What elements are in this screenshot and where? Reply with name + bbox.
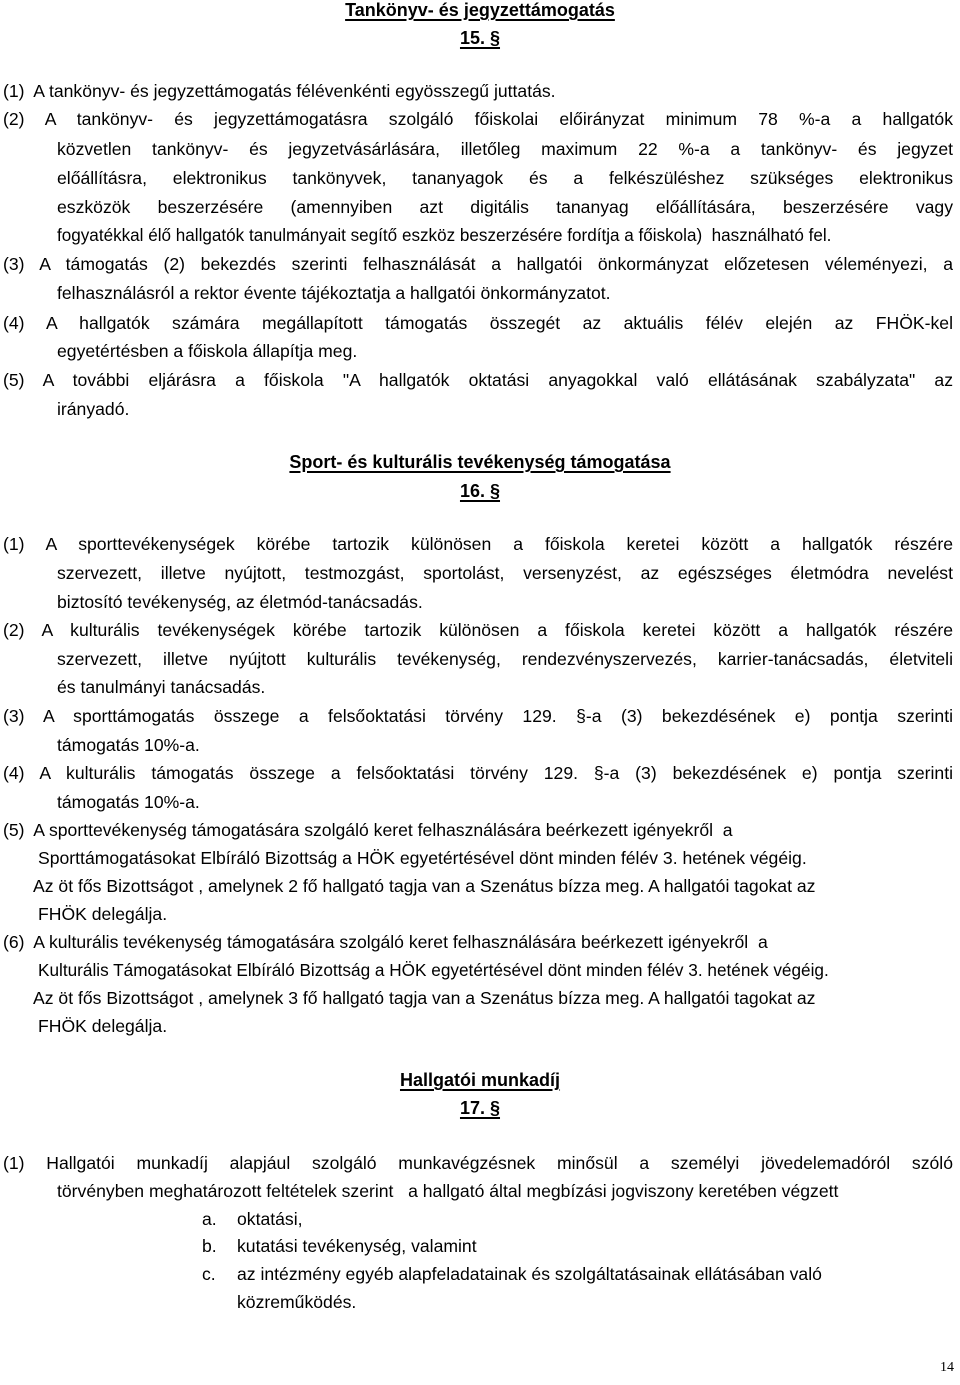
s16-p5-line-2: Sporttámogatásokat Elbíráló Bizottság a HÖK egyetértésével dönt minden félév 3. hetének végéig. — [38, 848, 807, 868]
section-15-number: 15. § — [459, 28, 501, 48]
list-item-marker: b. — [202, 1236, 217, 1256]
s16-p3-line-1: (3) A sporttámogatás összege a felsőoktatási törvény 129. §-a (3) bekezdésének e) pontja szerinti — [3, 706, 953, 726]
s16-p1-line-2: szervezett, illetve nyújtott, testmozgást, sportolást, versenyzést, az egészséges életmódra nevelést — [57, 563, 953, 583]
s16-p4-line-1: (4) A kulturális támogatás összege a felsőoktatási törvény 129. §-a (3) bekezdésének e) pontja szerinti — [3, 763, 953, 783]
list-item-text: kutatási tevékenység, valamint — [237, 1236, 477, 1256]
s16-p2-line-2: szervezett, illetve nyújtott kulturális tevékenység, rendezvényszervezés, karrier-tanácsadás, életviteli — [57, 649, 953, 669]
section-17-number: 17. § — [459, 1098, 501, 1118]
list-item-text: az intézmény egyéb alapfeladatainak és szolgáltatásainak ellátásában való — [237, 1264, 822, 1284]
s16-p5-line-1: (5) A sporttevékenység támogatására szolgáló keret felhasználására beérkezett igényekről a — [3, 820, 733, 840]
s16-p6-line-2: Kulturális Támogatásokat Elbíráló Bizottság a HÖK egyetértésével dönt minden félév 3. hetének végéig. — [38, 960, 829, 980]
s17-p1-line-2: törvényben meghatározott feltételek szerint a hallgató által megbízási jogviszony keretében végzett — [57, 1181, 839, 1201]
section-17-title: Hallgatói munkadíj — [399, 1070, 561, 1090]
s15-p2-line-1: (2) A tankönyv- és jegyzettámogatásra szolgáló főiskolai előirányzat minimum 78 %-a a hallgatók — [3, 109, 953, 129]
s16-p6-line-1: (6) A kulturális tevékenység támogatására szolgáló keret felhasználására beérkezett igényekről a — [3, 932, 768, 952]
s15-paragraph-1: (1) A tankönyv- és jegyzettámogatás félévenkénti egyösszegű juttatás. — [3, 81, 556, 101]
section-15-title: Tankönyv- és jegyzettámogatás — [345, 0, 615, 20]
s16-p2-line-1: (2) A kulturális tevékenységek körébe tartozik különösen a főiskola keretei között a hallgatók részére — [3, 620, 953, 640]
s16-p6-line-4: FHÖK delegálja. — [38, 1016, 168, 1036]
s15-p3-line-2: felhasználásról a rektor évente tájékoztatja a hallgatói önkormányzatot. — [57, 283, 611, 303]
s16-p2-line-3: és tanulmányi tanácsadás. — [57, 677, 266, 697]
list-item-text: oktatási, — [237, 1209, 303, 1229]
section-16-title: Sport- és kulturális tevékenység támogatása — [289, 452, 671, 472]
list-item-continuation: közreműködés. — [237, 1292, 357, 1312]
list-item-marker: c. — [202, 1264, 216, 1284]
s16-p3-line-2: támogatás 10%-a. — [57, 735, 200, 755]
s15-p2-line-2: közvetlen tankönyv- és jegyzetvásárlására, illetőleg maximum 22 %-a a tankönyv- és jegyzet — [57, 139, 953, 159]
s15-p3-line-1: (3) A támogatás (2) bekezdés szerinti felhasználását a hallgatói önkormányzat előzetesen véleményezi, a — [3, 254, 953, 274]
s16-p4-line-2: támogatás 10%-a. — [57, 792, 200, 812]
s15-p5-line-2: irányadó. — [57, 399, 130, 419]
s16-p6-line-3: Az öt fős Bizottságot , amelynek 3 fő hallgató tagja van a Szenátus bízza meg. A hallgatói tagokat az — [33, 988, 816, 1008]
s16-p1-line-3: biztosító tevékenység, az életmód-tanácsadás. — [57, 592, 423, 612]
s16-p1-line-1: (1) A sporttevékenységek körébe tartozik különösen a főiskola keretei között a hallgatók részére — [3, 534, 953, 554]
s15-p2-line-3: előállításra, elektronikus tankönyvek, tananyagok és a felkészüléshez szükséges elektronikus — [57, 168, 953, 188]
s15-p2-line-4: eszközök beszerzésére (amennyiben azt digitális tananyag előállítására, beszerzésére vagy — [57, 197, 953, 217]
s15-p4-line-1: (4) A hallgatók számára megállapított támogatás összegét az aktuális félév elején az FHÖK-kel — [3, 313, 953, 333]
s16-p5-line-4: FHÖK delegálja. — [38, 904, 168, 924]
page-number: 14 — [940, 1360, 954, 1375]
s17-p1-line-1: (1) Hallgatói munkadíj alapjául szolgáló munkavégzésnek minősül a személyi jövedelemadóról szóló — [3, 1153, 953, 1173]
s16-p5-line-3: Az öt fős Bizottságot , amelynek 2 fő hallgató tagja van a Szenátus bízza meg. A hallgatói tagokat az — [33, 876, 816, 896]
list-item-marker: a. — [202, 1209, 217, 1229]
s15-p2-line-5: fogyatékkal élő hallgatók tanulmányait segítő eszköz beszerzésére fordítja a főiskola) használható fel. — [57, 226, 832, 245]
section-16-number: 16. § — [459, 481, 501, 501]
s15-p5-line-1: (5) A további eljárásra a főiskola "A hallgatók oktatási anyagokkal való ellátásának szabályzata" az — [3, 370, 953, 390]
s15-p4-line-2: egyetértésben a főiskola állapítja meg. — [57, 341, 358, 361]
